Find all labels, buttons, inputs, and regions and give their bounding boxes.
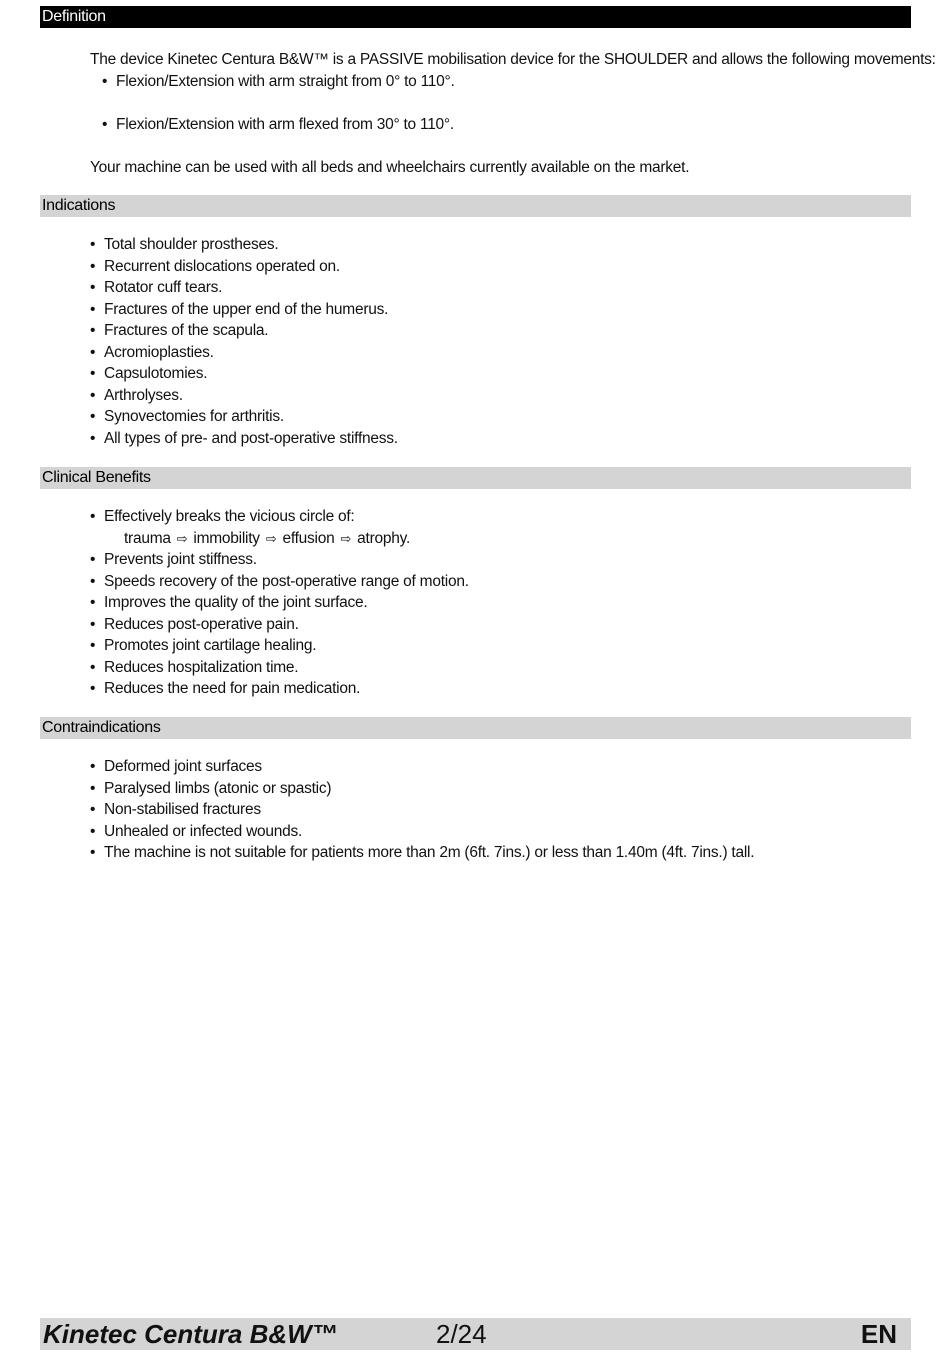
list-item: • Prevents joint stiffness. bbox=[90, 549, 469, 571]
list-item: • Promotes joint cartilage healing. bbox=[90, 635, 469, 657]
movement-item bbox=[102, 114, 454, 136]
bullet-icon: • bbox=[90, 508, 96, 525]
list-item: • Total shoulder prostheses. bbox=[90, 234, 398, 256]
cycle-step: trauma bbox=[124, 530, 171, 547]
bullet-icon: • bbox=[90, 300, 96, 318]
list-item: • Arthrolyses. bbox=[90, 385, 398, 407]
bullet-icon: • bbox=[90, 779, 96, 797]
bullet-icon: • bbox=[90, 551, 96, 568]
section-heading-clinical-benefits: Clinical Benefits bbox=[40, 467, 911, 489]
bullet-icon: • bbox=[90, 801, 96, 818]
movement-text: Flexion/Extension with arm flexed from 30° to 110°. bbox=[116, 116, 454, 133]
page-footer bbox=[40, 1318, 911, 1350]
bullet-icon: • bbox=[90, 408, 96, 425]
definition-note: Your machine can be used with all beds and wheelchairs currently available on the market. bbox=[90, 159, 690, 176]
list-item: • Capsulotomies. bbox=[90, 363, 398, 385]
bullet-icon: • bbox=[90, 257, 96, 275]
bullet-icon: • bbox=[90, 844, 96, 861]
cycle-step: atrophy. bbox=[357, 530, 410, 547]
page-number: 2/24 bbox=[436, 1319, 487, 1349]
list-item: • Non-stabilised fractures bbox=[90, 799, 754, 821]
benefits-list bbox=[90, 549, 469, 700]
arrow-right-icon: ⇨ bbox=[340, 531, 352, 546]
list-item: • Improves the quality of the joint surface. bbox=[90, 592, 469, 614]
cycle-step: immobility bbox=[193, 530, 260, 547]
arrow-right-icon: ⇨ bbox=[265, 531, 277, 546]
list-item: • Acromioplasties. bbox=[90, 342, 398, 364]
indications-list bbox=[90, 234, 398, 449]
list-item: • Reduces post-operative pain. bbox=[90, 614, 469, 636]
list-item: • Unhealed or infected wounds. bbox=[90, 821, 754, 843]
cycle-step: effusion bbox=[282, 530, 335, 547]
list-item: • Effectively breaks the vicious circle of: bbox=[90, 506, 355, 528]
list-item: • Reduces the need for pain medication. bbox=[90, 678, 469, 700]
list-item: • Fractures of the scapula. bbox=[90, 320, 398, 342]
list-item: • The machine is not suitable for patients more than 2m (6ft. 7ins.) or less than 1.40m (4ft. 7ins.) tall. bbox=[90, 842, 754, 864]
arrow-right-icon: ⇨ bbox=[176, 531, 188, 546]
bullet-icon: • bbox=[90, 758, 96, 775]
bullet-icon: • bbox=[90, 594, 96, 611]
bullet-icon: • bbox=[90, 322, 96, 339]
list-item: • Speeds recovery of the post-operative range of motion. bbox=[90, 571, 469, 593]
language-code: EN bbox=[860, 1319, 897, 1349]
contraindications-list bbox=[90, 756, 754, 864]
bullet-icon: • bbox=[90, 822, 96, 840]
bullet-icon: • bbox=[102, 116, 108, 133]
bullet-icon: • bbox=[102, 73, 108, 90]
list-item: • Recurrent dislocations operated on. bbox=[90, 256, 398, 278]
section-heading-indications: Indications bbox=[40, 195, 911, 217]
list-item: • Fractures of the upper end of the humerus. bbox=[90, 299, 398, 321]
bullet-icon: • bbox=[90, 386, 96, 404]
bullet-icon: • bbox=[90, 658, 96, 676]
footer-title: Kinetec Centura B&W™ bbox=[43, 1319, 338, 1349]
movement-text: Flexion/Extension with arm straight from 0° to 110°. bbox=[116, 73, 455, 90]
list-item: • Reduces hospitalization time. bbox=[90, 657, 469, 679]
bullet-icon: • bbox=[90, 236, 96, 253]
vicious-circle bbox=[124, 528, 410, 550]
bullet-icon: • bbox=[90, 429, 96, 447]
bullet-icon: • bbox=[90, 365, 96, 382]
section-heading-definition: Definition bbox=[40, 6, 911, 28]
list-item: • Deformed joint surfaces bbox=[90, 756, 754, 778]
bullet-icon: • bbox=[90, 279, 96, 296]
bullet-icon: • bbox=[90, 343, 96, 361]
list-item: • Synovectomies for arthritis. bbox=[90, 406, 398, 428]
bullet-icon: • bbox=[90, 680, 96, 697]
movement-item bbox=[102, 71, 455, 93]
definition-intro: The device Kinetec Centura B&W™ is a PASSIVE mobilisation device for the SHOULDER and allows the following movements: bbox=[90, 51, 936, 68]
section-heading-contraindications: Contraindications bbox=[40, 717, 911, 739]
list-item: • Rotator cuff tears. bbox=[90, 277, 398, 299]
bullet-icon: • bbox=[90, 637, 96, 654]
bullet-icon: • bbox=[90, 572, 96, 590]
list-item: • All types of pre- and post-operative stiffness. bbox=[90, 428, 398, 450]
list-item: • Paralysed limbs (atonic or spastic) bbox=[90, 778, 754, 800]
bullet-icon: • bbox=[90, 615, 96, 633]
